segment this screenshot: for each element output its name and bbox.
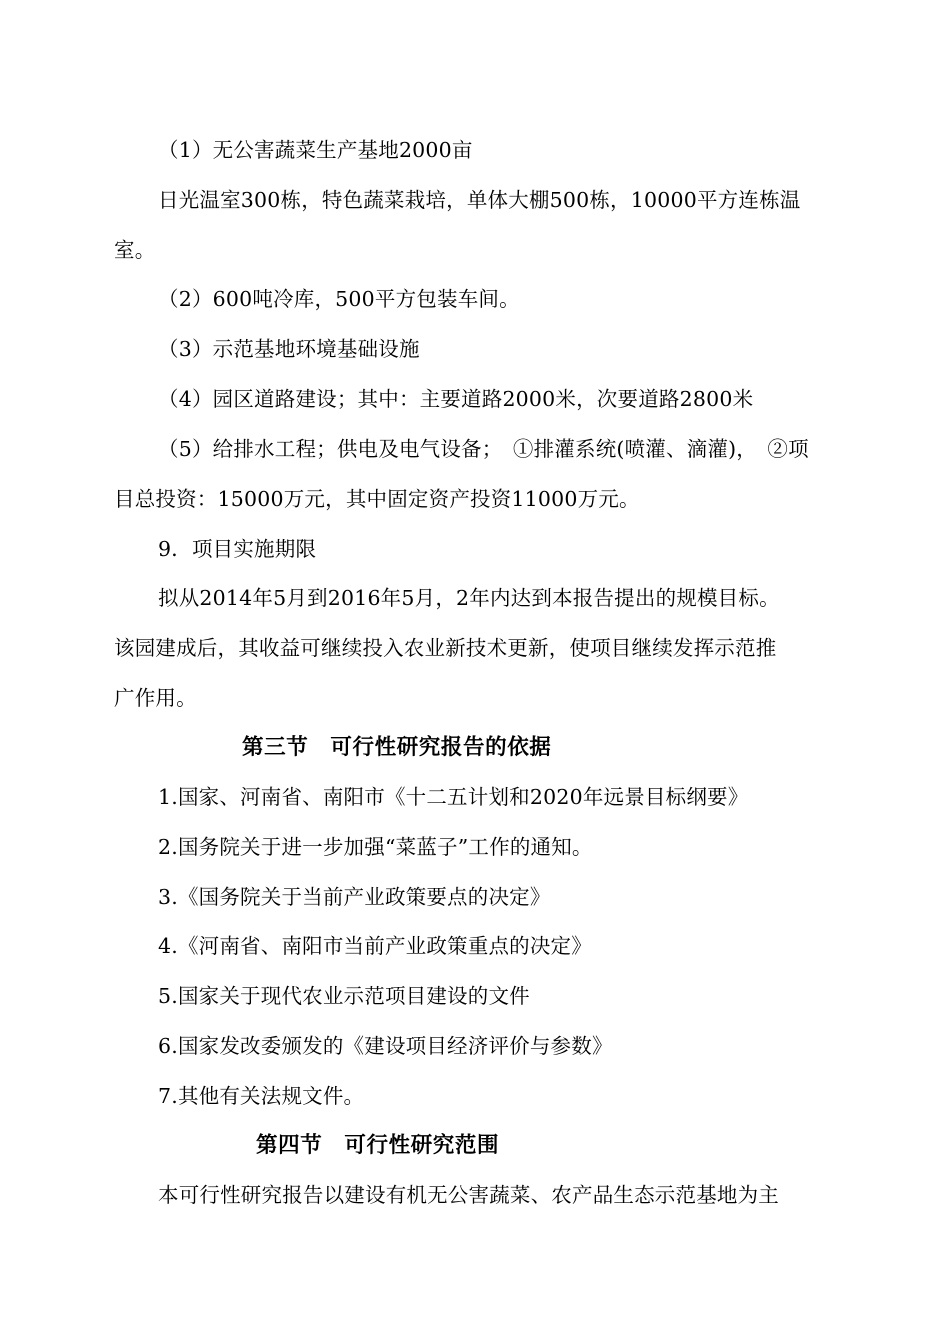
paragraph-line: 日光温室300栋，特色蔬菜栽培，单体大棚500栋，10000平方连栋温	[158, 188, 801, 212]
paragraph-line: （4）园区道路建设；其中：主要道路2000米，次要道路2800米	[158, 387, 754, 411]
paragraph-line: （3）示范基地环境基础设施	[158, 337, 420, 361]
basis-list-item: 1.国家、河南省、南阳市《十二五计划和2020年远景目标纲要》	[158, 785, 749, 809]
paragraph-line: 本可行性研究报告以建设有机无公害蔬菜、农产品生态示范基地为主	[158, 1183, 779, 1207]
basis-list-item: 5.国家关于现代农业示范项目建设的文件	[158, 984, 530, 1008]
paragraph-line: 9．项目实施期限	[158, 537, 317, 561]
paragraph-line: （2）600吨冷库，500平方包装车间。	[158, 287, 520, 311]
paragraph-line: 室。	[114, 238, 156, 262]
basis-list-item: 2.国务院关于进一步加强“菜蓝子”工作的通知。	[158, 835, 593, 859]
paragraph-line: 目总投资：15000万元，其中固定资产投资11000万元。	[114, 487, 640, 511]
section-3-heading: 第三节 可行性研究报告的依据	[242, 735, 552, 760]
paragraph-line: （5）给排水工程；供电及电气设备； ①排灌系统(喷灌、滴灌)， ②项	[158, 437, 809, 461]
section-4-heading: 第四节 可行性研究范围	[256, 1133, 500, 1158]
paragraph-line: （1）无公害蔬菜生产基地2000亩	[158, 138, 473, 162]
paragraph-line: 该园建成后，其收益可继续投入农业新技术更新，使项目继续发挥示范推	[114, 636, 777, 660]
paragraph-line: 拟从2014年5月到2016年5月，2年内达到本报告提出的规模目标。	[158, 586, 780, 610]
paragraph-line: 广作用。	[114, 686, 197, 710]
basis-list-item: 4.《河南省、南阳市当前产业政策重点的决定》	[158, 934, 592, 958]
basis-list-item: 6.国家发改委颁发的《建设项目经济评价与参数》	[158, 1034, 613, 1058]
basis-list-item: 3.《国务院关于当前产业政策要点的决定》	[158, 885, 551, 909]
basis-list-item: 7.其他有关法规文件。	[158, 1084, 365, 1108]
